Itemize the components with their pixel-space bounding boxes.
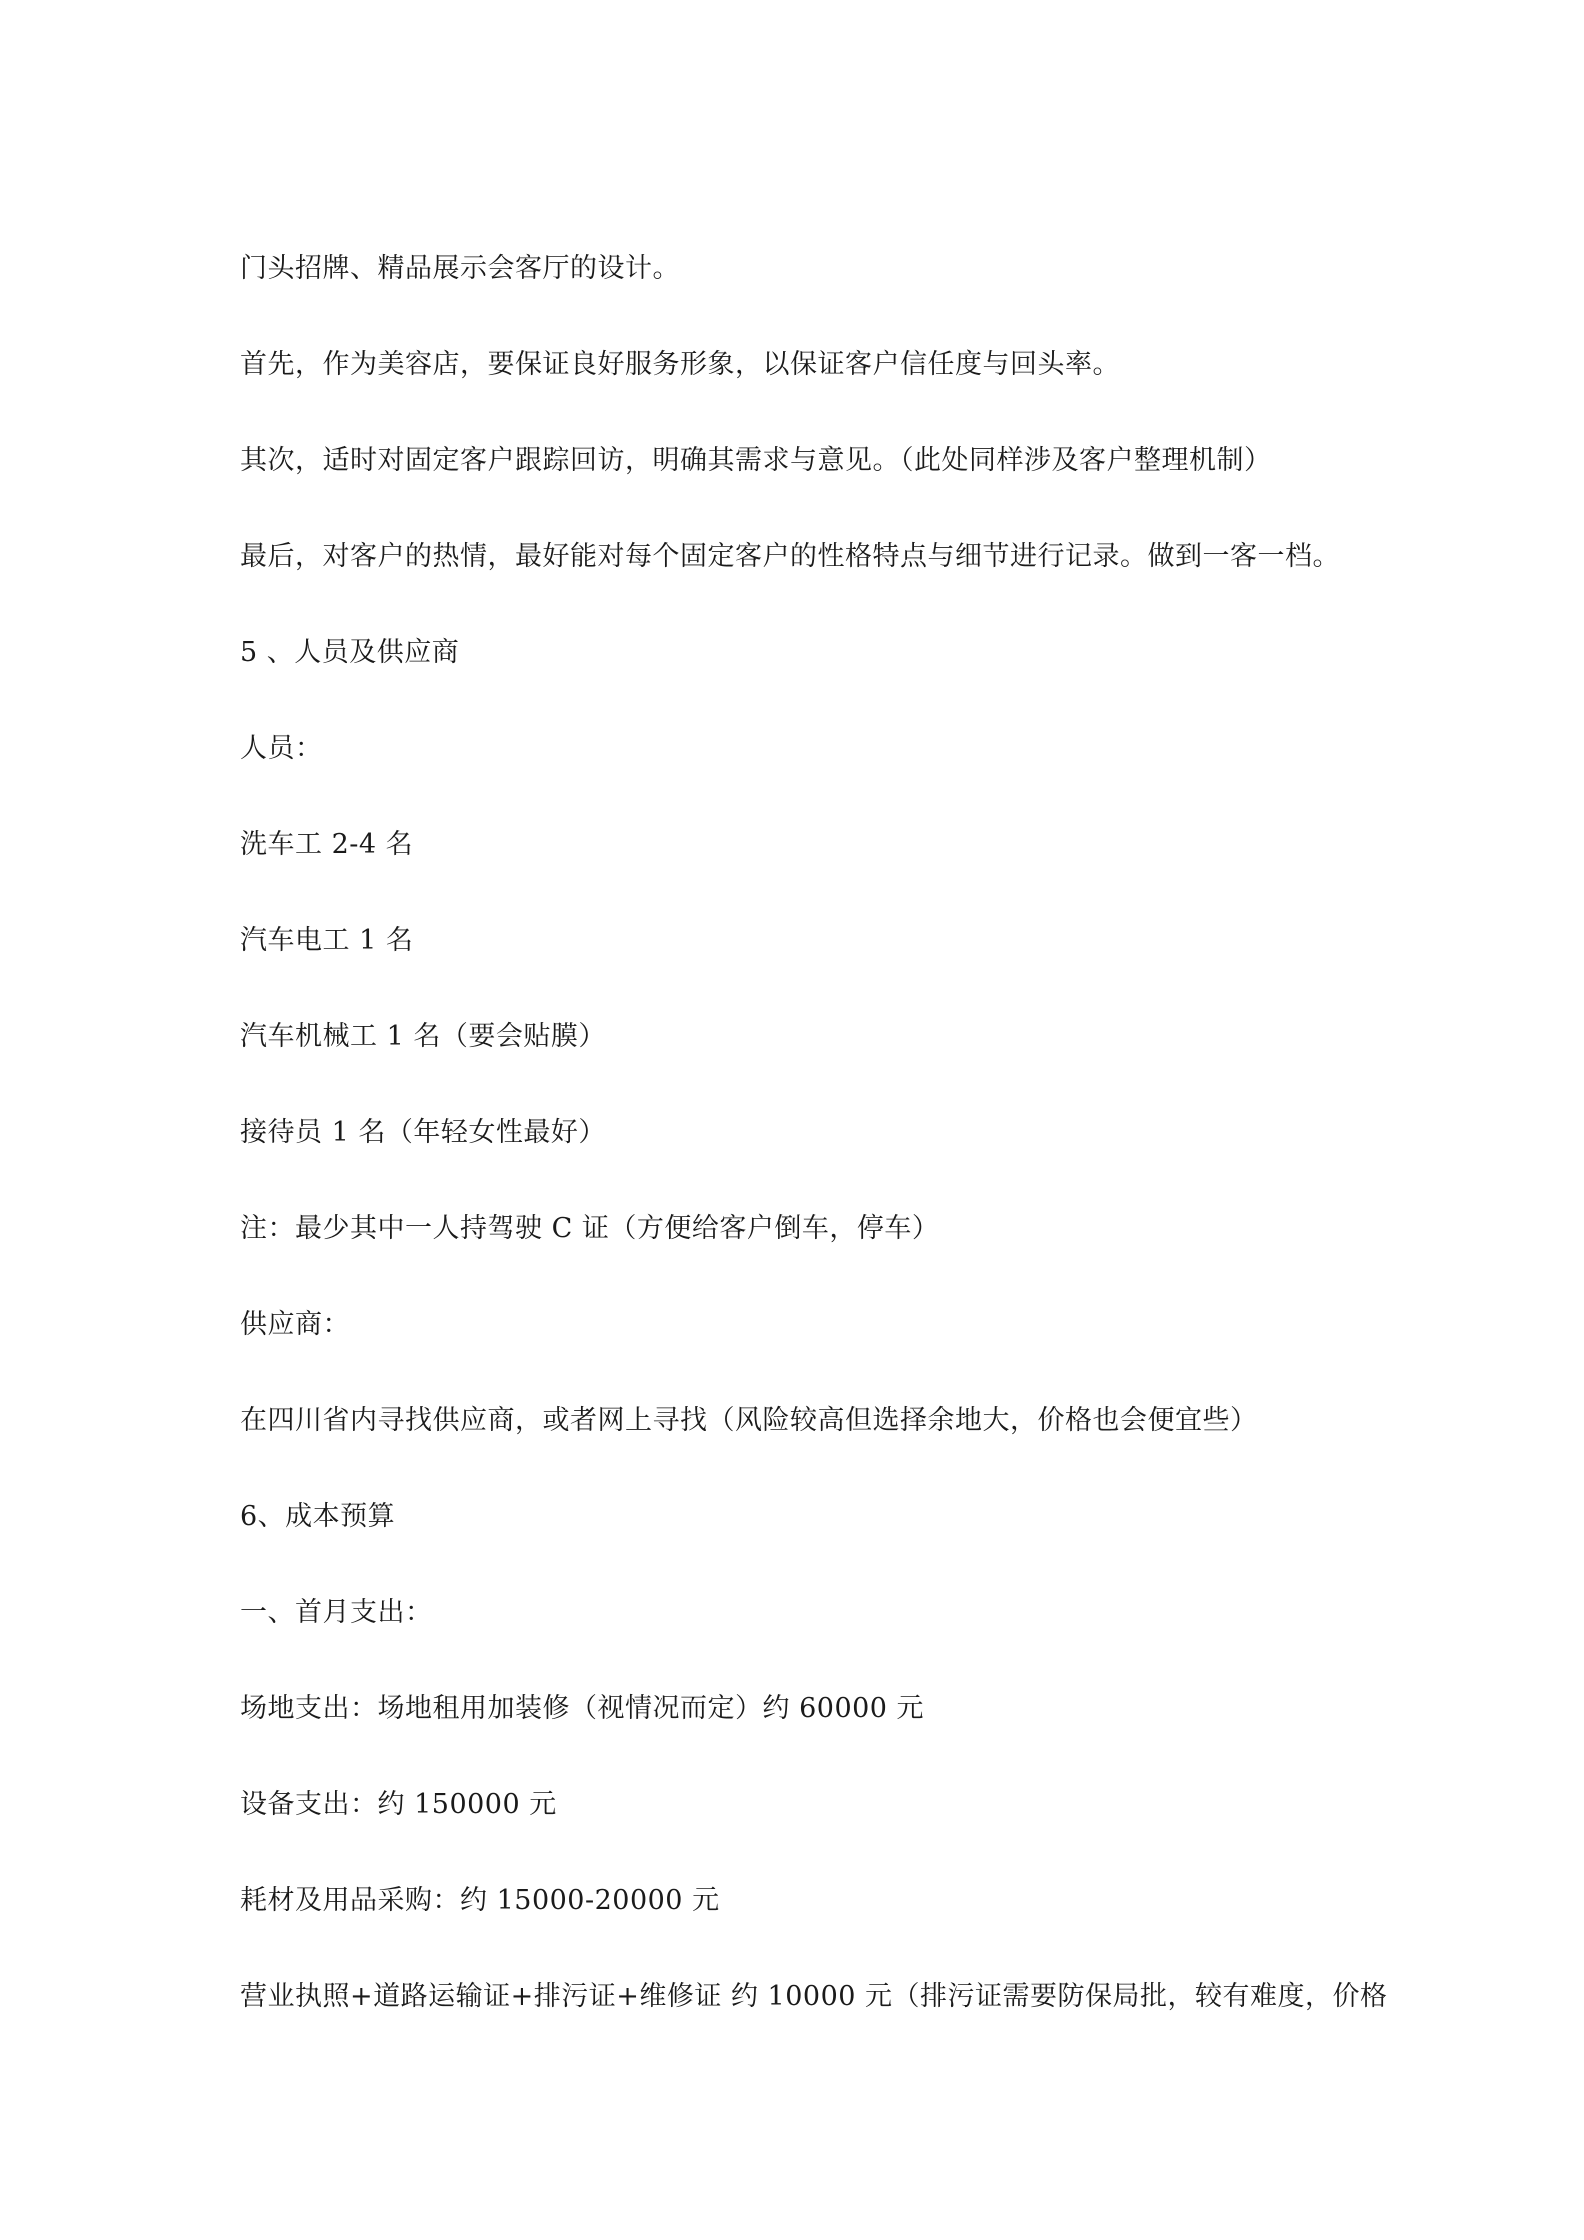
paragraph-customer-follow-up: 其次，适时对固定客户跟踪回访，明确其需求与意见。（此处同样涉及客户整理机制）	[240, 445, 1272, 476]
staff-note-license: 注：最少其中一人持驾驶 C 证（方便给客户倒车，停车）	[240, 1213, 940, 1244]
expense-item-equipment: 设备支出：约 150000 元	[240, 1789, 557, 1820]
staff-item-receptionist: 接待员 1 名（年轻女性最好）	[240, 1117, 606, 1148]
section-heading-cost-budget: 6、成本预算	[240, 1501, 396, 1532]
paragraph-customer-records: 最后，对客户的热情，最好能对每个固定客户的性格特点与细节进行记录。做到一客一档。	[240, 541, 1340, 572]
staff-item-car-washer: 洗车工 2-4 名	[240, 829, 414, 860]
expense-item-venue: 场地支出：场地租用加装修（视情况而定）约 60000 元	[240, 1693, 925, 1724]
subheading-first-month-expenses: 一、首月支出：	[240, 1597, 433, 1628]
paragraph-storefront-design: 门头招牌、精品展示会客厅的设计。	[240, 253, 680, 284]
section-heading-staff-suppliers: 5 、人员及供应商	[240, 637, 460, 668]
expense-item-licenses: 营业执照+道路运输证+排污证+维修证 约 10000 元（排污证需要防保局批，较有难度，价格	[240, 1981, 1388, 2012]
suppliers-label: 供应商：	[240, 1309, 350, 1340]
paragraph-service-image: 首先，作为美容店，要保证良好服务形象，以保证客户信任度与回头率。	[240, 349, 1120, 380]
staff-item-electrician: 汽车电工 1 名	[240, 925, 414, 956]
staff-label: 人员：	[240, 733, 323, 764]
paragraph-supplier-sourcing: 在四川省内寻找供应商，或者网上寻找（风险较高但选择余地大，价格也会便宜些）	[240, 1405, 1258, 1436]
expense-item-consumables: 耗材及用品采购：约 15000-20000 元	[240, 1885, 720, 1916]
staff-item-mechanic: 汽车机械工 1 名（要会贴膜）	[240, 1021, 606, 1052]
